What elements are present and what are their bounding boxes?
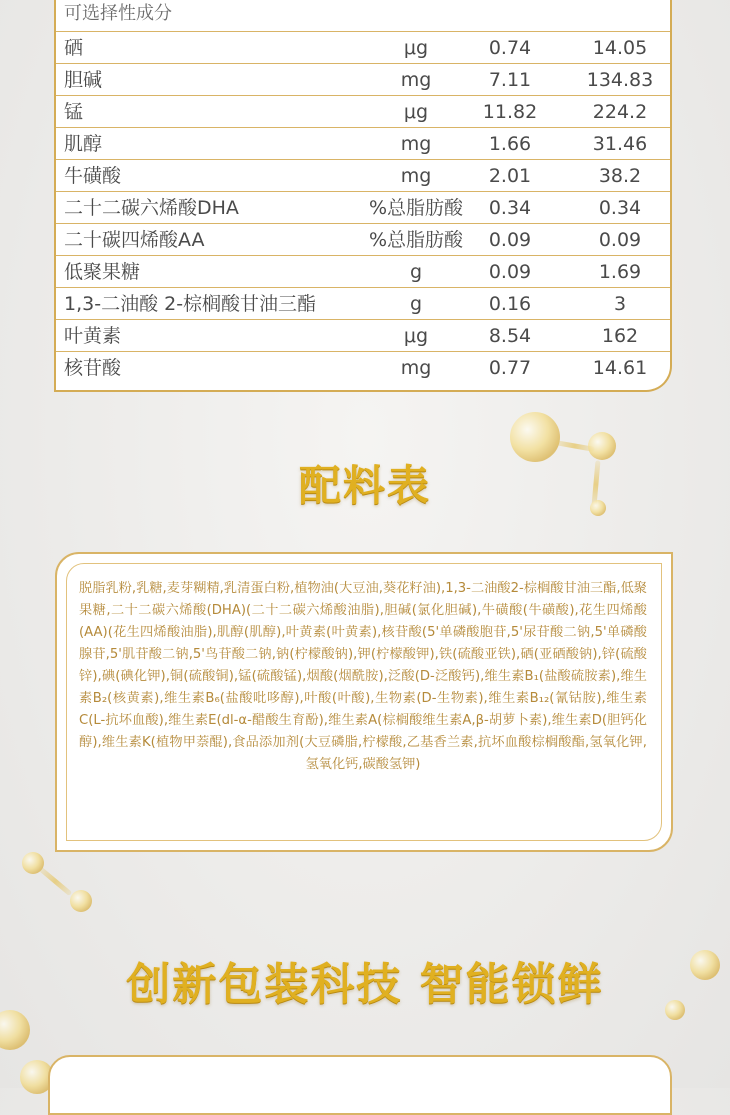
nutrition-value-per-100g: 38.2 <box>598 165 642 187</box>
nutrition-value-per-100g: 162 <box>601 325 639 347</box>
nutrition-value-per-100kj: 0.74 <box>488 37 532 59</box>
nutrition-unit: mg <box>400 165 432 187</box>
nutrition-value-per-100g: 31.46 <box>592 133 648 155</box>
nutrition-unit: μg <box>403 101 429 123</box>
ingredients-text: 脱脂乳粉,乳糖,麦芽糊精,乳清蛋白粉,植物油(大豆油,葵花籽油),1,3-二油酸2-棕榈酸甘油三酯,低聚果糖,二十二碳六烯酸(DHA)(二十二碳六烯酸油脂),胆碱(氯化胆碱),牛磺酸(牛磺酸),花生四烯酸(AA)(花生四烯酸油脂),肌醇(肌醇),叶黄素(叶黄素),核苷酸(5'单磷酸胞苷,5'尿苷酸二钠,5'单磷酸腺苷,5'肌苷酸二钠,5'鸟苷酸二钠,钠(柠檬酸钠),钾(柠檬酸钾),铁(硫酸亚铁),硒(亚硒酸钠),锌(硫酸锌),碘(碘化钾),铜(硫酸铜),锰(硫酸锰),烟酸(烟酰胺),泛酸(D-泛酸钙),维生素B₁(盐酸硫胺素),维生素B₂(核黄素),维生素B₆(盐酸吡哆醇),叶酸(叶酸),生物素(D-生物素),维生素B₁₂(氰钴胺),维生素C(L-抗坏血酸),维生素E(dl-α-醋酸生育酚),维生素A(棕榈酸维生素A,β-胡萝卜素),维生素D(胆钙化醇),维生素K(植物甲萘醌),食品添加剂(大豆磷脂,柠檬酸,乙基香兰素,抗坏血酸棕榈酸酯,氢氧化钾,氢氧化钙,碳酸氢钾) <box>79 581 647 772</box>
nutrition-value-per-100g: 134.83 <box>586 69 654 91</box>
nutrition-value-per-100g: 0.34 <box>598 197 642 219</box>
nutrition-value-per-100g: 3 <box>613 293 627 315</box>
nutrition-row <box>56 160 670 192</box>
nutrition-value-per-100kj: 0.16 <box>488 293 532 315</box>
ingredients-heading: 配料表 <box>298 461 431 510</box>
nutrition-unit: %总脂肪酸 <box>368 197 464 219</box>
nutrition-value-per-100g: 14.05 <box>592 37 648 59</box>
nutrition-unit: μg <box>403 325 429 347</box>
nutrition-value-per-100kj: 0.34 <box>488 197 532 219</box>
nutrition-row <box>56 352 670 384</box>
nutrition-unit: g <box>409 293 423 315</box>
ingredients-box <box>55 552 673 852</box>
nutrition-row <box>56 224 670 256</box>
nutrition-table <box>54 0 672 392</box>
nutrition-value-per-100g: 224.2 <box>592 101 648 123</box>
nutrition-value-per-100kj: 0.77 <box>488 357 532 379</box>
nutrition-value-per-100g: 14.61 <box>592 357 648 379</box>
nutrition-unit: μg <box>403 37 429 59</box>
nutrition-name: 叶黄素 <box>64 325 122 347</box>
nutrition-value-per-100g: 0.09 <box>598 229 642 251</box>
nutrition-row <box>56 192 670 224</box>
nutrition-value-per-100kj: 8.54 <box>488 325 532 347</box>
nutrition-row <box>56 32 670 64</box>
nutrition-name: 锰 <box>64 101 84 123</box>
nutrition-name: 胆碱 <box>64 69 103 91</box>
nutrition-value-per-100kj: 1.66 <box>488 133 532 155</box>
nutrition-value-per-100kj: 2.01 <box>488 165 532 187</box>
nutrition-row <box>56 128 670 160</box>
nutrition-name: 肌醇 <box>64 133 103 155</box>
nutrition-value-per-100kj: 0.09 <box>488 229 532 251</box>
packaging-box <box>48 1055 672 1115</box>
nutrition-name: 核苷酸 <box>64 357 122 379</box>
nutrition-name: 低聚果糖 <box>64 261 141 283</box>
nutrition-row <box>56 320 670 352</box>
nutrition-section-label: 可选择性成分 <box>64 3 172 24</box>
nutrition-row <box>56 288 670 320</box>
nutrition-unit: mg <box>400 69 432 91</box>
nutrition-name: 二十碳四烯酸AA <box>64 229 205 251</box>
nutrition-row <box>56 256 670 288</box>
nutrition-unit: mg <box>400 133 432 155</box>
nutrition-section-label-row <box>56 0 670 32</box>
nutrition-value-per-100kj: 7.11 <box>488 69 532 91</box>
nutrition-value-per-100g: 1.69 <box>598 261 642 283</box>
nutrition-value-per-100kj: 0.09 <box>488 261 532 283</box>
nutrition-value-per-100kj: 11.82 <box>482 101 538 123</box>
nutrition-unit: g <box>409 261 423 283</box>
nutrition-name: 二十二碳六烯酸DHA <box>64 197 239 219</box>
packaging-heading: 创新包装科技 智能锁鲜 <box>126 959 604 1010</box>
nutrition-name: 硒 <box>64 37 84 59</box>
nutrition-unit: %总脂肪酸 <box>368 229 464 251</box>
nutrition-name: 牛磺酸 <box>64 165 122 187</box>
nutrition-unit: mg <box>400 357 432 379</box>
nutrition-row <box>56 96 670 128</box>
nutrition-name: 1,3-二油酸 2-棕榈酸甘油三酯 <box>64 293 317 315</box>
nutrition-row <box>56 64 670 96</box>
